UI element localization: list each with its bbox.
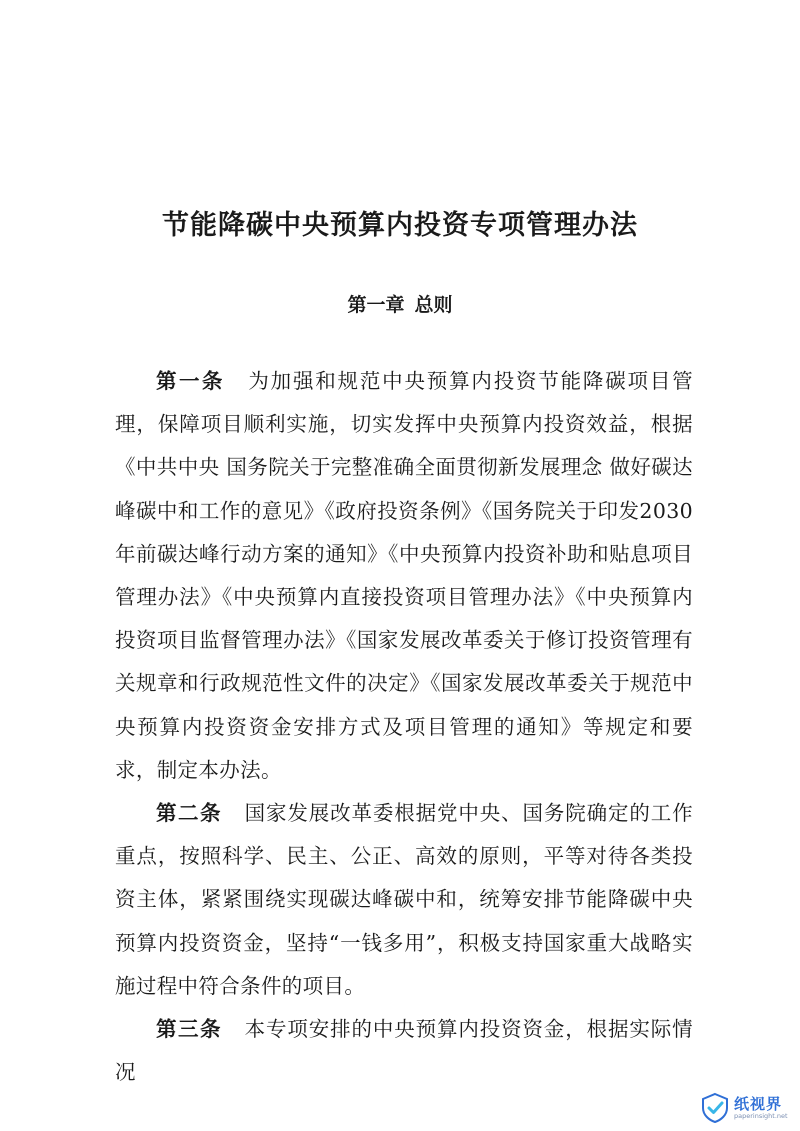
page-title: 节能降碳中央预算内投资专项管理办法 xyxy=(162,210,638,241)
article-1 xyxy=(115,360,693,792)
article-2 xyxy=(115,792,693,1008)
chapter-heading xyxy=(0,290,800,320)
watermark xyxy=(698,1092,794,1124)
article-text: 国家发展改革委根据党中央、国务院确定的工作重点，按照科学、民主、公正、高效的原则，平等对待各类投资主体，紧紧围绕实现碳达峰碳中和，统筹安排节能降碳中央预算内投资资金，坚持“一钱多用”，积极支持国家重大战略实施过程中符合条件的项目。 xyxy=(115,801,694,998)
article-3 xyxy=(115,1008,693,1094)
document-body xyxy=(115,360,693,1094)
watermark-url: paperinsight.net xyxy=(734,1112,788,1120)
article-label: 第一条 xyxy=(156,369,225,393)
chapter-number: 第一章 xyxy=(347,294,405,316)
watermark-name: 纸视界 xyxy=(734,1095,783,1113)
article-label: 第二条 xyxy=(156,801,223,826)
check-shield-logo-icon xyxy=(698,1092,732,1124)
article-text: 本专项安排的中央预算内投资资金，根据实际情况 xyxy=(115,1017,694,1085)
article-label: 第三条 xyxy=(156,1017,223,1042)
article-text: 为加强和规范中央预算内投资节能降碳项目管理，保障项目顺利实施，切实发挥中央预算内投资效益，根据《中共中央 国务院关于完整准确全面贯彻新发展理念 做好碳达峰碳中和工作的意见》《政府投资条例》《国务院关于印发2030年前碳达峰行动方案的通知》《中央预算内投资补助和贴息项目管理办法》《中央预算内直接投资项目管理办法》《中央预算内投资项目监督管理办法》《国家发展改革委关于修订投资管理有关规章和行政规范性文件的决定》《国家发展改革委关于规范中央预算内投资资金安排方式及项目管理的通知》等规定和要求，制定本办法。 xyxy=(115,369,694,782)
chapter-name: 总则 xyxy=(414,294,453,316)
